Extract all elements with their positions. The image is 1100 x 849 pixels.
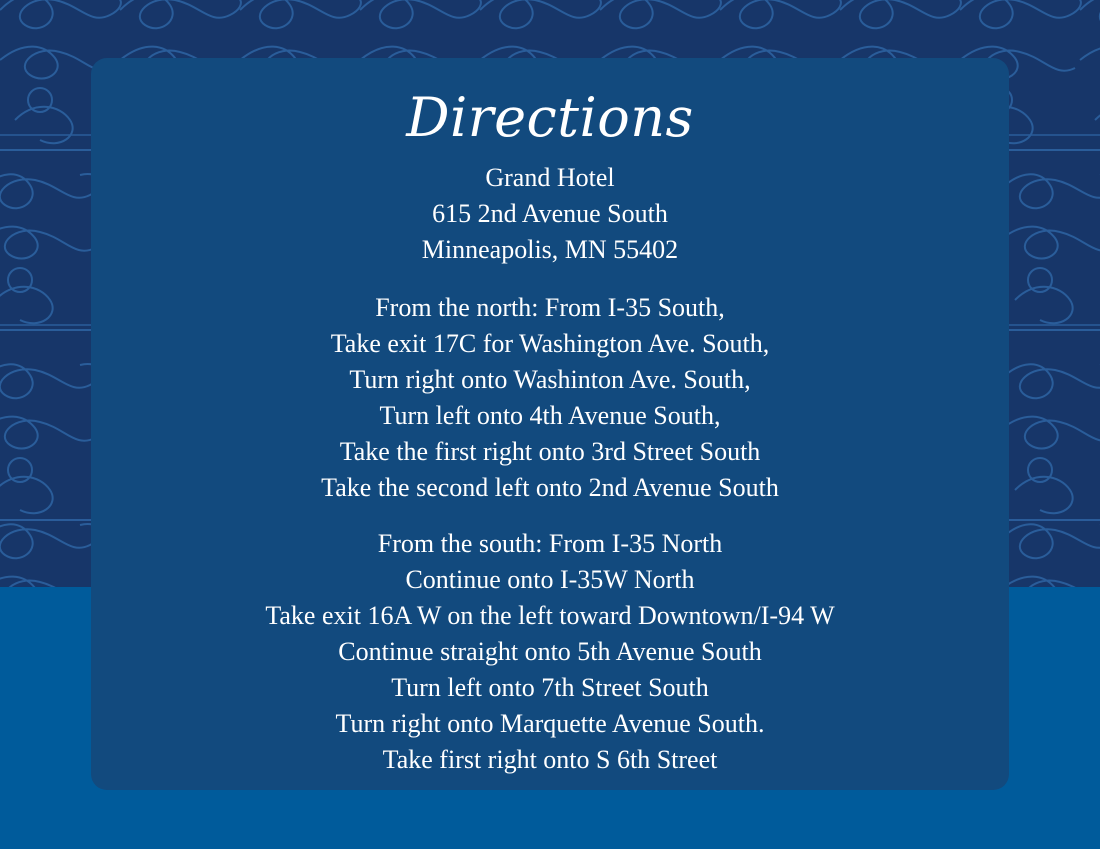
north-step: From the north: From I-35 South, <box>375 293 725 322</box>
page-title: Directions <box>406 86 694 149</box>
north-step: Turn left onto 4th Avenue South, <box>379 401 721 430</box>
south-step: Continue onto I-35W North <box>405 565 695 594</box>
north-step: Take the first right onto 3rd Street South <box>339 437 761 466</box>
south-step: From the south: From I-35 North <box>377 529 723 558</box>
north-step: Take exit 17C for Washington Ave. South, <box>330 329 770 358</box>
hotel-address <box>91 160 1009 268</box>
street-address: 615 2nd Avenue South <box>432 199 668 228</box>
directions-from-south <box>91 526 1009 778</box>
south-step: Turn left onto 7th Street South <box>391 673 709 702</box>
directions-card <box>91 58 1009 790</box>
south-step: Take exit 16A W on the left toward Downtown/I-94 W <box>265 601 835 630</box>
north-step: Turn right onto Washinton Ave. South, <box>349 365 751 394</box>
south-step: Turn right onto Marquette Avenue South. <box>335 709 765 738</box>
hotel-name: Grand Hotel <box>485 163 615 192</box>
south-step: Take first right onto S 6th Street <box>382 745 718 774</box>
city-state-zip: Minneapolis, MN 55402 <box>421 235 679 264</box>
south-step: Continue straight onto 5th Avenue South <box>338 637 762 666</box>
directions-from-north <box>91 290 1009 506</box>
north-step: Take the second left onto 2nd Avenue South <box>321 473 779 502</box>
